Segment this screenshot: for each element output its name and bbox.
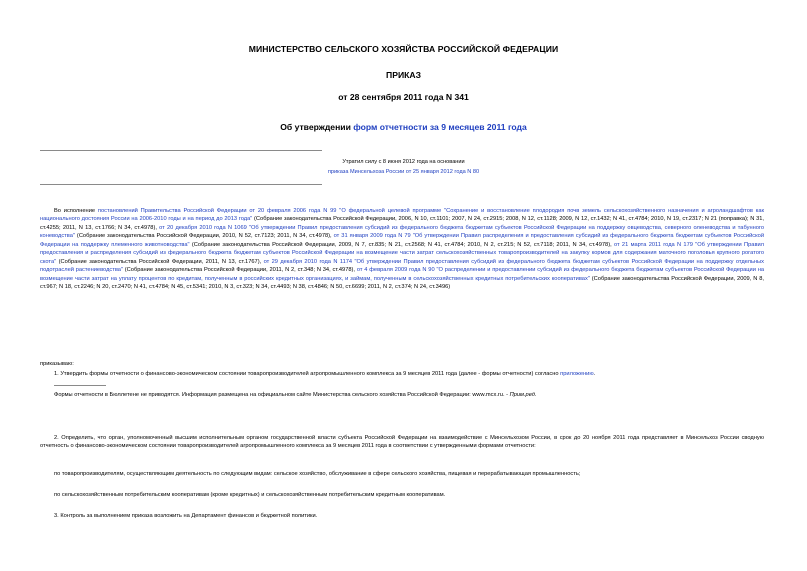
order-item-1 bbox=[54, 370, 595, 378]
order-intro: приказываю: bbox=[40, 361, 74, 367]
order-item-1-text: отчетности о финансово-экономическом состоянии товаропроизводителей агропромышленного комплекса за 9 месяцев 2011 года (далее - формы отчетности) согласно bbox=[108, 371, 561, 377]
preamble-text-6: (Собрание законодательства Российской Федерации, 2011, N 2, ст.348; N 34, ст.4978), bbox=[122, 267, 357, 274]
preamble-text-4: (Собрание законодательства Российской Федерации, 2009, N 7, ст.835; N 21, ст.2568; N 41, ст.4784; 2010, N 2, ст.215; N 52, ст.7118; 2011, N 34, ст.4978), bbox=[189, 241, 614, 248]
order-item-1-lead: 1. Утвердить формы bbox=[54, 371, 109, 377]
appendix-link[interactable]: приложению bbox=[560, 371, 594, 377]
document-date: от 28 сентября 2011 года N 341 bbox=[338, 92, 469, 102]
order-item-2-a: по товаропроизводителям, осуществляющим деятельность по следующим видам: сельское хозяйство, обслуживание в сфере сельского хозяйства, пищевая и перерабатывающая промышленность; bbox=[54, 471, 581, 477]
preamble-link-5[interactable]: от 29 декабря 2010 года N 1174 "Об утверждении Правил предоставления субсидий из федерального бюджета бюджетам субъектов Российской Федерации на поддержку отдельных подотраслей растениеводства" bbox=[40, 258, 764, 274]
preamble-link-4[interactable]: от 21 марта 2011 года N 179 "Об утверждении Правил предоставления и распределения субсидий из федерального бюджета бюджетам субъектов Российской Федерации на возмещение части затрат сельскохозяйственных товаропроизводителей на закупку кормов для содержания маточного поголовья крупного рогатого скота" bbox=[40, 241, 764, 265]
preamble-text-5: (Собрание законодательства Российской Федерации, 2011, N 13, ст.1767), bbox=[56, 258, 264, 265]
divider-bottom bbox=[40, 184, 322, 185]
preamble-link-6[interactable]: от 4 февраля 2009 года N 90 "О распределении и предоставлении субсидий из федерального бюджета бюджетам субъектов Российской Федерации на возмещение части затрат на уплату процентов по кредитам, полученным в российских кредитных организациях, и займам, полученным в сельскохозяйственных кредитных потребительских кооперативах" bbox=[40, 267, 764, 282]
preamble-text-3: (Собрание законодательства Российской Федерации, 2010, N 52, ст.7123; 2011, N 34, ст.4978), bbox=[74, 233, 334, 240]
preamble-text-7: (Собрание законодательства Российской Федерации, 2009, N 8, ст.967; N 18, ст.2246; N 20, ст.2470; N 41, ст.4784; N 45, ст.5341; 2010, N 3, ст.323; N 34, ст.4493; N 38, ст.4846; N 50, ст.6699; 2011, N 2, ст.374; N 24, ст.3496) bbox=[40, 275, 764, 291]
title-link[interactable]: форм отчетности за 9 месяцев 2011 года bbox=[353, 122, 527, 132]
preamble-link-1[interactable]: постановлений Правительства Российской Федерации от 20 февраля 2006 года N 99 "О федеральной целевой программе "Сохранение и восстановление плодородия почв земель сельскохозяйственного назначения и агроландшафтов как национального достояния России на 2006-2010 годы и на период до 2013 года" bbox=[40, 208, 764, 223]
order-item-1-end: . bbox=[593, 371, 596, 377]
document-type: ПРИКАЗ bbox=[386, 70, 421, 80]
footnote-text: Формы отчетности в Бюллетене не приводятся. Информация размещена на официальном сайте Министерства сельского хозяйства Российской Федерации: www.mcx.ru. - bbox=[54, 392, 510, 398]
preamble-text-2: (Собрание законодательства Российской Федерации, 2006, N 10, ст.1101; 2007, N 24, ст.2915; 2008, N 12, ст.1128; 2009, N 12, ст.1432; N 41, ст.4784; 2010, N 19, ст.2317; N 21 (поправка); N 31, ст.4255; 2011, N 13, ст.1766; N 34, ст.4978), bbox=[40, 216, 765, 231]
divider-top bbox=[40, 150, 322, 151]
order-item-2: 2. Определить, что орган, уполномоченный высшим исполнительным органом государственной власти субъекта Российской Федерации на взаимодействие с Минсельхозом России, в срок до 20 ноября 2011 года представляет в Минсельхоз России сводную отчетность о финансово-экономическом состоянии товаропроизводителей агропромышленного комплекса за 9 месяцев 2011 года в соответствии с утвержденными формами отчетности: bbox=[40, 435, 764, 450]
order-item-3: 3. Контроль за выполнением приказа возложить на Департамент финансов и бюджетной политики. bbox=[54, 513, 318, 519]
title-prefix: Об утверждении bbox=[280, 122, 354, 132]
status-line: Утратил силу с 8 июня 2012 года на основании bbox=[342, 159, 465, 165]
footnote-editor-note: Прим.ред. bbox=[509, 392, 537, 398]
document-title bbox=[0, 122, 807, 132]
footnote-divider bbox=[54, 385, 106, 386]
preamble-link-3[interactable]: от 31 января 2009 года N 79 "Об утверждении Правил распределения и предоставления субсидий из федерального бюджета бюджетам субъектов Российской Федерации на поддержку племенного животноводства" bbox=[40, 233, 764, 248]
preamble-text-1: Во исполнение bbox=[54, 208, 98, 214]
ministry-heading: МИНИСТЕРСТВО СЕЛЬСКОГО ХОЗЯЙСТВА РОССИЙСКОЙ ФЕДЕРАЦИИ bbox=[248, 44, 559, 54]
order-item-2-b: по сельскохозяйственным потребительским кооперативам (кроме кредитных) и сельскохозяйственным потребительским кредитным кооперативам. bbox=[54, 492, 446, 498]
preamble-paragraph bbox=[40, 207, 764, 292]
status-link[interactable]: приказа Минсельхоза России от 25 января 2012 года N 80 bbox=[327, 169, 480, 175]
footnote bbox=[54, 391, 537, 399]
preamble-link-2[interactable]: от 20 декабря 2010 года N 1069 "Об утверждении Правил предоставления субсидий из федерального бюджета бюджетам субъектов Российской Федерации на поддержку овцеводства, северного оленеводства и табунного коневодства" bbox=[40, 224, 765, 240]
